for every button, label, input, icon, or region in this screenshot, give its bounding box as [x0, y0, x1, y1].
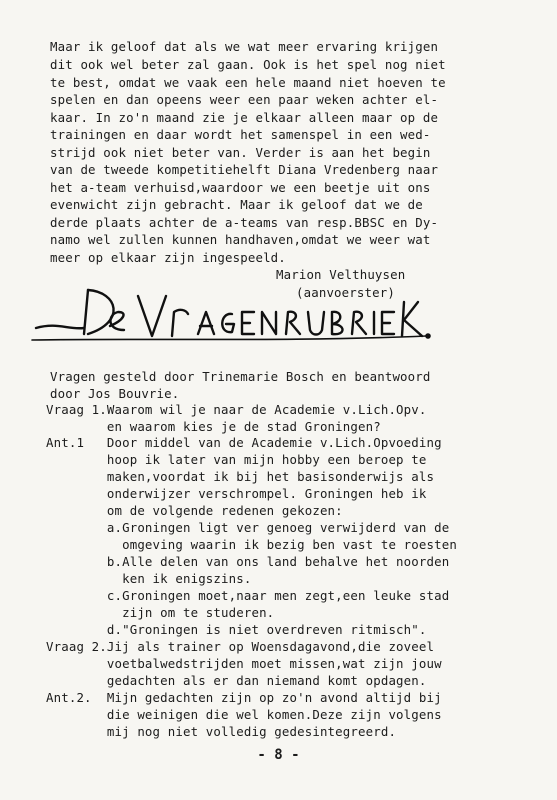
- qa-line: Ant.2. Mijn gedachten zijn op zo'n avond altijd bij: [46, 690, 442, 705]
- qa-line: en waarom kies je de stad Groningen?: [46, 419, 381, 434]
- qa-line: zijn om te studeren.: [46, 605, 275, 620]
- qa-line: omgeving waarin ik bezig ben vast te roesten: [46, 537, 457, 552]
- qa-line: c.Groningen moet,naar men zegt,een leuke stad: [46, 588, 450, 603]
- page-number: - 8 -: [257, 747, 300, 763]
- qa-line: door Jos Bouvrie.: [50, 386, 180, 401]
- paragraph-line: strijd ook niet beter van. Verder is aan het begin: [50, 145, 431, 160]
- paragraph-line: evenwicht zijn gebracht. Maar ik geloof dat we de: [50, 197, 423, 212]
- paragraph-line: meer op elkaar zijn ingespeeld.: [50, 250, 286, 265]
- qa-line: onderwijzer verschrompel. Groningen heb ik: [46, 486, 427, 501]
- paragraph-line: van de tweede kompetitiehelft Diana Vredenberg naar: [50, 162, 439, 177]
- qa-line: Vragen gesteld door Trinemarie Bosch en beantwoord: [50, 369, 431, 384]
- paragraph-line: namo wel zullen kunnen handhaven,omdat we weer wat: [50, 232, 431, 247]
- paragraph-line: het a-team verhuisd,waardoor we een beetje uit ons: [50, 180, 431, 195]
- qa-line: om de volgende redenen gekozen:: [46, 503, 343, 518]
- paragraph-line: spelen en dan opeens weer een paar weken achter el-: [50, 92, 439, 107]
- qa-line: b.Alle delen van ons land behalve het noorden: [46, 554, 450, 569]
- qa-line: ken ik enigszins.: [46, 571, 252, 586]
- qa-line: voetbalwedstrijden moet missen,wat zijn jouw: [46, 656, 442, 671]
- paragraph-line: te best, omdat we vaak een hele maand niet hoeven te: [50, 75, 446, 90]
- paragraph-line: dit ook wel beter zal gaan. Ook is het spel nog niet: [50, 57, 446, 72]
- qa-line: a.Groningen ligt ver genoeg verwijderd van de: [46, 520, 450, 535]
- signature-role: (aanvoerster): [296, 285, 395, 300]
- qa-line: Ant.1 Door middel van de Academie v.Lich.Opvoeding: [46, 435, 442, 450]
- qa-line: die weinigen die wel komen.Deze zijn volgens: [46, 707, 442, 722]
- qa-line: maken,voordat ik bij het basisonderwijs als: [46, 469, 435, 484]
- qa-line: Vraag 1.Waarom wil je naar de Academie v.Lich.Opv.: [46, 402, 427, 417]
- vragenrubriek-heading: [28, 282, 448, 352]
- handwritten-heading-art: [28, 282, 448, 352]
- paragraph-line: kaar. In zo'n maand zie je elkaar alleen maar op de: [50, 110, 439, 125]
- qa-line: hoop ik later van mijn hobby een beroep te: [46, 452, 427, 467]
- qa-line: mij nog niet volledig gedesintegreerd.: [46, 724, 397, 739]
- paragraph-line: Maar ik geloof dat als we wat meer ervaring krijgen: [50, 39, 439, 54]
- qa-line: gedachten als er dan niemand komt opdagen.: [46, 673, 427, 688]
- paragraph-line: derde plaats achter de a-teams van resp.BBSC en Dy-: [50, 215, 439, 230]
- signature-name: Marion Velthuysen: [276, 267, 406, 282]
- paragraph-line: trainingen en daar wordt het samenspel in een wed-: [50, 127, 431, 142]
- qa-line: d."Groningen is niet overdreven ritmisch".: [46, 622, 427, 637]
- qa-line: Vraag 2.Jij als trainer op Woensdagavond,die zoveel: [46, 639, 435, 654]
